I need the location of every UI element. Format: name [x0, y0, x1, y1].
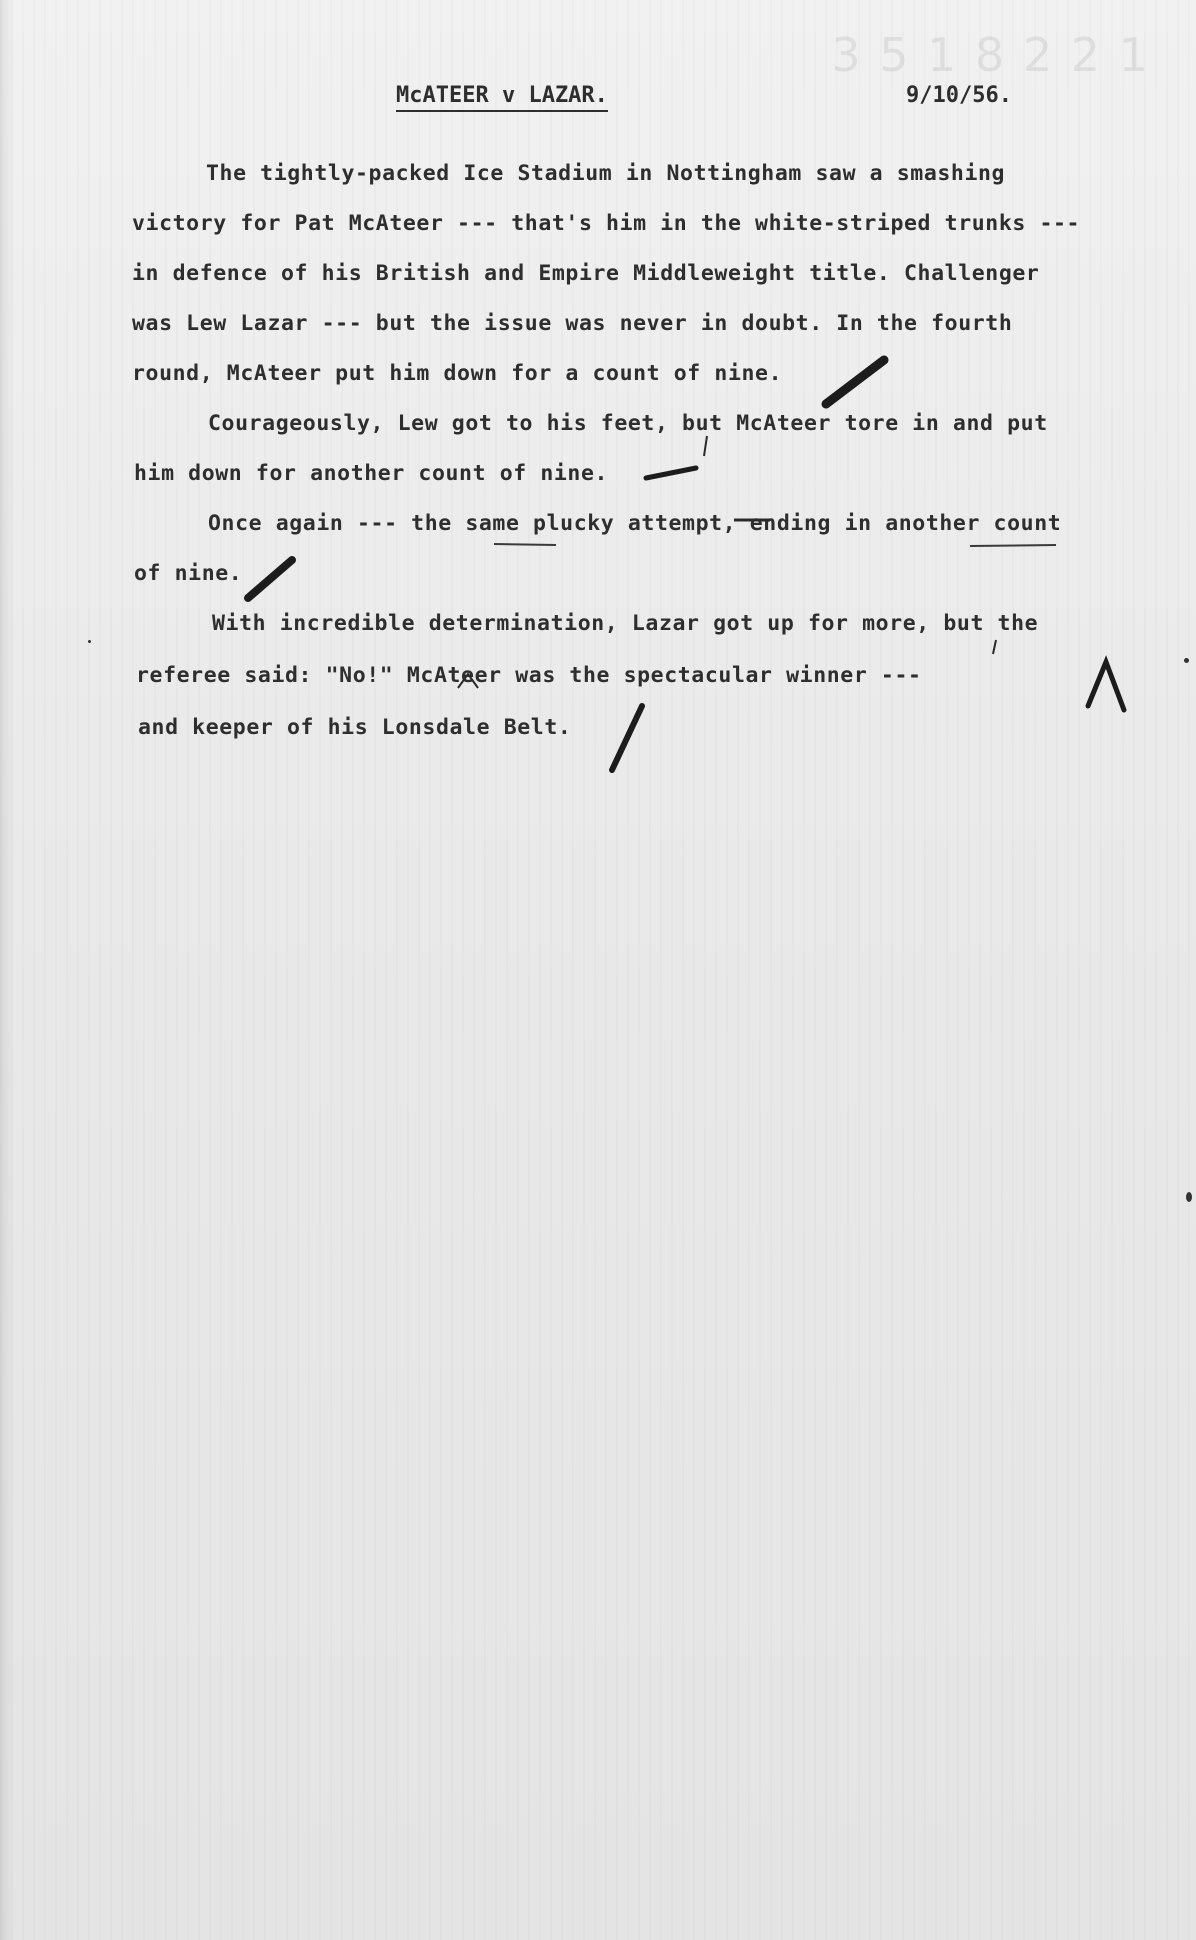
text-line-4: was Lew Lazar --- but the issue was never in doubt. In the fourth	[132, 311, 1013, 336]
text-line-3: in defence of his British and Empire Middleweight title. Challenger	[132, 261, 1040, 286]
caret-mark-large	[1088, 662, 1124, 710]
text-line-2: victory for Pat McAteer --- that's him in the white-striped trunks ---	[132, 211, 1081, 236]
paper-speck	[1184, 658, 1189, 663]
underline-same	[494, 544, 556, 545]
text-line-10: With incredible determination, Lazar got up for more, but the	[212, 611, 1039, 636]
comma-mark-1	[704, 436, 707, 456]
document-header	[0, 82, 1196, 112]
text-line-6: Courageously, Lew got to his feet, but McAteer tore in and put	[208, 411, 1048, 436]
comma-mark-2	[993, 640, 996, 654]
slash-mark-1	[826, 360, 884, 404]
underline-another	[970, 545, 1056, 546]
text-line-1: The tightly-packed Ice Stadium in Nottingham saw a smashing	[206, 161, 1006, 186]
faint-reference-stamp: 3 5 1 8 2 2 1	[831, 28, 1150, 82]
slash-mark-2	[646, 468, 696, 478]
slash-mark-3	[248, 560, 292, 598]
text-line-12: and keeper of his Lonsdale Belt.	[138, 715, 572, 740]
paper-speck	[1186, 1192, 1192, 1202]
page-edge-shadow	[0, 0, 14, 1940]
text-line-9: of nine.	[134, 561, 243, 586]
text-line-8: Once again --- the same plucky attempt, ending in another count	[208, 511, 1062, 536]
slash-mark-4	[612, 706, 642, 770]
document-date: 9/10/56.	[906, 83, 1012, 108]
document-title: McATEER v LAZAR.	[396, 82, 608, 112]
text-line-7: him down for another count of nine.	[134, 461, 609, 486]
text-line-5: round, McAteer put him down for a count of nine.	[132, 361, 783, 386]
paper-speck	[88, 640, 91, 643]
text-line-11: referee said: "No!" McAteer was the spectacular winner ---	[136, 663, 922, 688]
